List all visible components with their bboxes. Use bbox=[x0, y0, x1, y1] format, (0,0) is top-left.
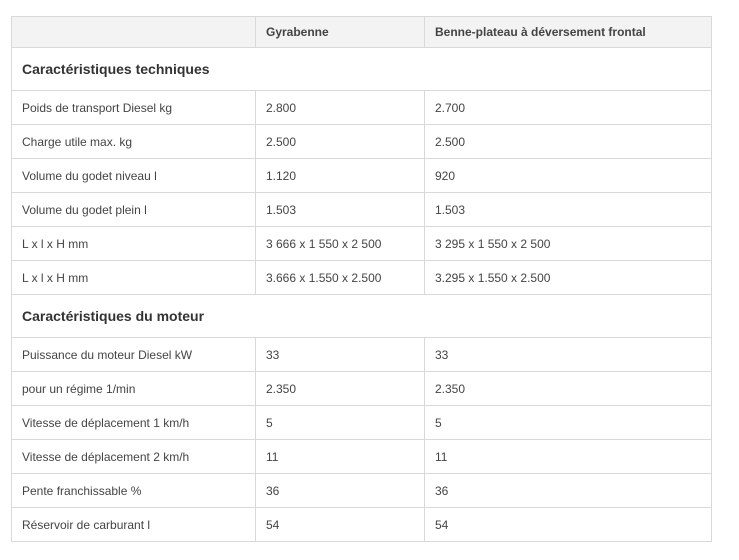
section-row bbox=[12, 295, 712, 338]
benne-plateau-value: 54 bbox=[425, 508, 712, 542]
benne-plateau-value: 2.500 bbox=[425, 125, 712, 159]
section-title: Caractéristiques techniques bbox=[12, 48, 712, 91]
spec-label: Vitesse de déplacement 2 km/h bbox=[12, 440, 256, 474]
spec-label: Vitesse de déplacement 1 km/h bbox=[12, 406, 256, 440]
gyrabenne-value: 54 bbox=[256, 508, 425, 542]
gyrabenne-value: 5 bbox=[256, 406, 425, 440]
spec-label: Volume du godet plein l bbox=[12, 193, 256, 227]
benne-plateau-value: 3.295 x 1.550 x 2.500 bbox=[425, 261, 712, 295]
spec-label: pour un régime 1/min bbox=[12, 372, 256, 406]
spec-label: L x l x H mm bbox=[12, 227, 256, 261]
gyrabenne-value: 11 bbox=[256, 440, 425, 474]
spec-label: Réservoir de carburant l bbox=[12, 508, 256, 542]
table-row bbox=[12, 508, 712, 542]
table-row bbox=[12, 261, 712, 295]
spec-label: Poids de transport Diesel kg bbox=[12, 91, 256, 125]
table-row bbox=[12, 227, 712, 261]
table-row bbox=[12, 338, 712, 372]
benne-plateau-value: 33 bbox=[425, 338, 712, 372]
gyrabenne-value: 1.503 bbox=[256, 193, 425, 227]
gyrabenne-value: 1.120 bbox=[256, 159, 425, 193]
benne-plateau-value: 920 bbox=[425, 159, 712, 193]
section-row bbox=[12, 48, 712, 91]
section-title: Caractéristiques du moteur bbox=[12, 295, 712, 338]
spec-body bbox=[12, 48, 712, 542]
benne-plateau-value: 2.350 bbox=[425, 372, 712, 406]
spec-label: Puissance du moteur Diesel kW bbox=[12, 338, 256, 372]
gyrabenne-value: 3.666 x 1.550 x 2.500 bbox=[256, 261, 425, 295]
spec-label: Volume du godet niveau l bbox=[12, 159, 256, 193]
spec-label: Pente franchissable % bbox=[12, 474, 256, 508]
spec-label: L x l x H mm bbox=[12, 261, 256, 295]
gyrabenne-value: 2.800 bbox=[256, 91, 425, 125]
table-row bbox=[12, 193, 712, 227]
table-row bbox=[12, 159, 712, 193]
gyrabenne-value: 2.500 bbox=[256, 125, 425, 159]
benne-plateau-value: 3 295 x 1 550 x 2 500 bbox=[425, 227, 712, 261]
header-row bbox=[12, 17, 712, 48]
header-gyrabenne: Gyrabenne bbox=[256, 17, 425, 48]
benne-plateau-value: 5 bbox=[425, 406, 712, 440]
benne-plateau-value: 1.503 bbox=[425, 193, 712, 227]
table-row bbox=[12, 372, 712, 406]
header-benne-plateau: Benne-plateau à déversement frontal bbox=[425, 17, 712, 48]
benne-plateau-value: 11 bbox=[425, 440, 712, 474]
table-row bbox=[12, 125, 712, 159]
gyrabenne-value: 36 bbox=[256, 474, 425, 508]
spec-label: Charge utile max. kg bbox=[12, 125, 256, 159]
spec-table bbox=[11, 16, 712, 542]
gyrabenne-value: 3 666 x 1 550 x 2 500 bbox=[256, 227, 425, 261]
header-empty bbox=[12, 17, 256, 48]
gyrabenne-value: 33 bbox=[256, 338, 425, 372]
table-row bbox=[12, 406, 712, 440]
table-row bbox=[12, 91, 712, 125]
gyrabenne-value: 2.350 bbox=[256, 372, 425, 406]
benne-plateau-value: 2.700 bbox=[425, 91, 712, 125]
table-row bbox=[12, 474, 712, 508]
benne-plateau-value: 36 bbox=[425, 474, 712, 508]
table-row bbox=[12, 440, 712, 474]
